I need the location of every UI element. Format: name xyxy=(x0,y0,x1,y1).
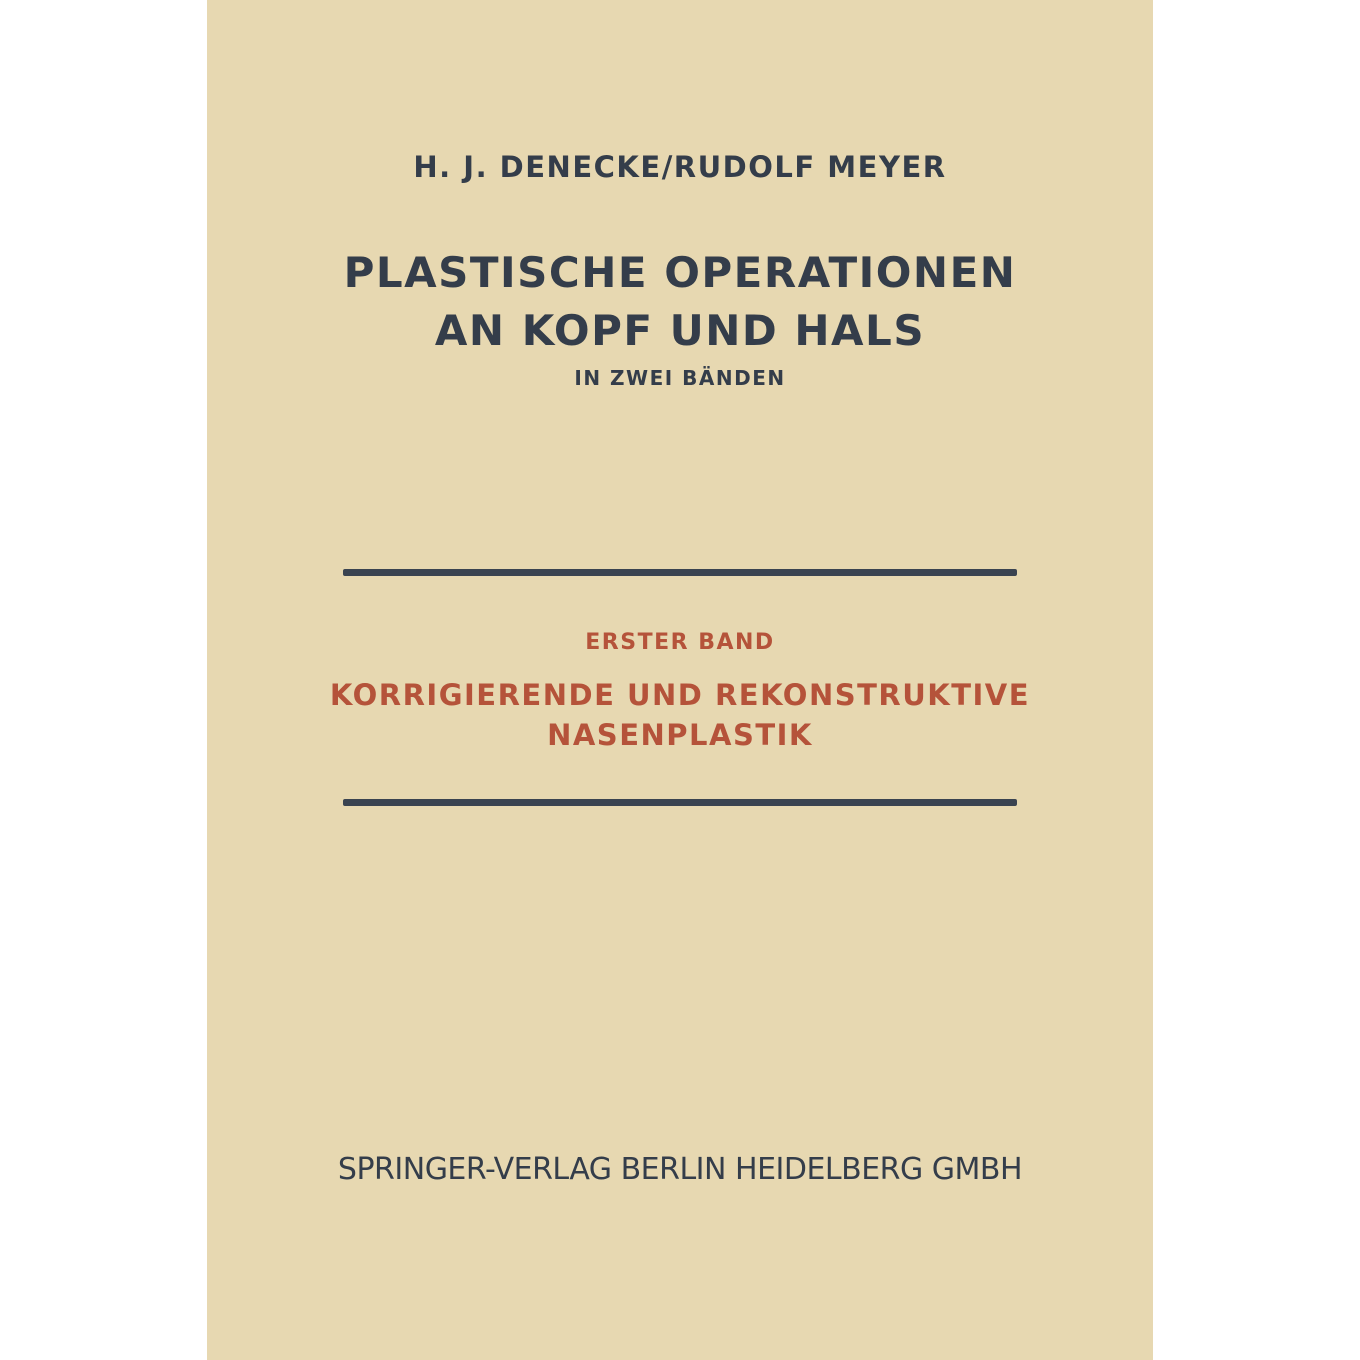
divider-bottom xyxy=(343,799,1017,806)
title-line-1: PLASTISCHE OPERATIONEN xyxy=(343,248,1017,297)
title-line-2: AN KOPF UND HALS xyxy=(434,306,926,355)
volume-label: ERSTER BAND xyxy=(585,630,775,655)
volume-title-line-1: KORRIGIERENDE UND REKONSTRUKTIVE xyxy=(329,678,1031,712)
subtitle: IN ZWEI BÄNDEN xyxy=(574,366,786,390)
book-cover xyxy=(207,0,1153,1360)
divider-top xyxy=(343,569,1017,576)
volume-title-line-2: NASENPLASTIK xyxy=(547,718,813,752)
authors: H. J. DENECKE/RUDOLF MEYER xyxy=(413,150,947,184)
publisher: SPRINGER-VERLAG BERLIN HEIDELBERG GMBH xyxy=(337,1152,1023,1187)
